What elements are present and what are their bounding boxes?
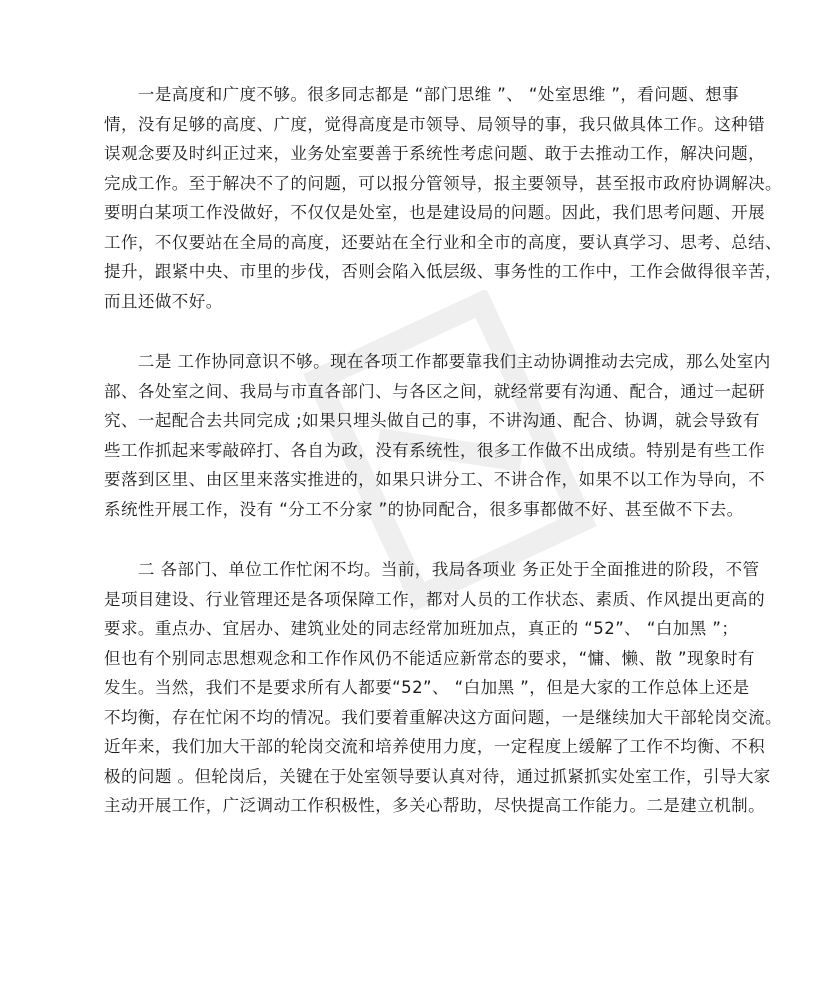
text-line: 不均衡，存在忙闲不均的情况。我们要着重解决这方面问题，一是继续加大干部轮岗交流。 [104, 707, 782, 727]
text-line: 要求。重点办、宜居办、建筑业处的同志经常加班加点，真正的 “52”、 “白加黑 ”； [104, 619, 739, 638]
text-line: 极的问题 。但轮岗后，关键在于处室领导要认真对待，通过抓紧抓实处室工作，引导大家 [104, 766, 771, 786]
text-line: 二是 工作协同意识不够。现在各项工作都要靠我们主动协调推动去完成，那么处室内 [104, 352, 771, 371]
text-line: 二 各部门、单位工作忙闲不均。当前，我局各项业 务正处于全面推进的阶段，不管 [104, 560, 760, 579]
text-line: 工作，不仅要站在全局的高度，还要站在全行业和全市的高度，要认真学习、思考、总结、 [104, 232, 782, 252]
text-line: 一是高度和广度不够。很多同志都是 “部门思维 ”、 “处室思维 ”，看问题、想事 [104, 85, 740, 104]
paragraph-gap [104, 316, 730, 347]
text-line: 误观念要及时纠正过来，业务处室要善于系统性考虑问题、敢于去推动工作，解决问题， [104, 144, 766, 163]
text-line: 要落到区里、由区里来落实推进的，如果只讲分工、不讲合作，如果不以工作为导向，不 [104, 470, 766, 489]
paragraph-1 [104, 80, 782, 316]
text-line: 是项目建设、行业管理还是各项保障工作，都对人员的工作状态、素质、作风提出更高的 [104, 589, 766, 609]
text-line: 要明白某项工作没做好，不仅仅是处室，也是建设局的问题。因此，我们思考问题、开展 [104, 203, 766, 222]
text-line: 提升，跟紧中央、市里的步伐，否则会陷入低层级、事务性的工作中，工作会做得很辛苦， [104, 262, 782, 281]
text-line: 完成工作。至于解决不了的问题，可以报分管领导，报主要领导，甚至报市政府协调解决。 [104, 173, 782, 193]
text-line: 些工作抓起来零敲碎打、各自为政，没有系统性，很多工作做不出成绩。特别是有些工作 [104, 440, 766, 460]
text-line: 发生。当然，我们不是要求所有人都要“52”、 “白加黑 ”，但是大家的工作总体上还是 [104, 678, 750, 697]
paragraph-gap [104, 524, 730, 555]
text-line: 究、一起配合去共同完成 ;如果只埋头做自己的事，不讲沟通、配合、协调，就会导致有 [104, 411, 760, 430]
text-line: 情，没有足够的高度、广度，觉得高度是市领导、局领导的事，我只做具体工作。这种错 [104, 114, 766, 134]
text-line: 系统性开展工作，没有 “分工不分家 ”的协同配合，很多事都做不好、甚至做不下去。 [104, 499, 744, 519]
text-line: 近年来，我们加大干部的轮岗交流和培养使用力度，一定程度上缓解了工作不均衡、不积 [104, 737, 766, 756]
document-body [104, 80, 782, 821]
text-line: 部、各处室之间、我局与市直各部门、与各区之间，就经常要有沟通、配合，通过一起研 [104, 381, 766, 401]
paragraph-2 [104, 347, 771, 524]
text-line: 而且还做不好。 [104, 291, 223, 311]
paragraph-3 [104, 555, 782, 821]
text-line: 但也有个别同志思想观念和工作作风仍不能适应新常态的要求，“慵、懒、散 ”现象时有 [104, 648, 755, 668]
text-line: 主动开展工作，广泛调动工作积极性，多关心帮助，尽快提高工作能力。二是建立机制。 [104, 796, 766, 815]
